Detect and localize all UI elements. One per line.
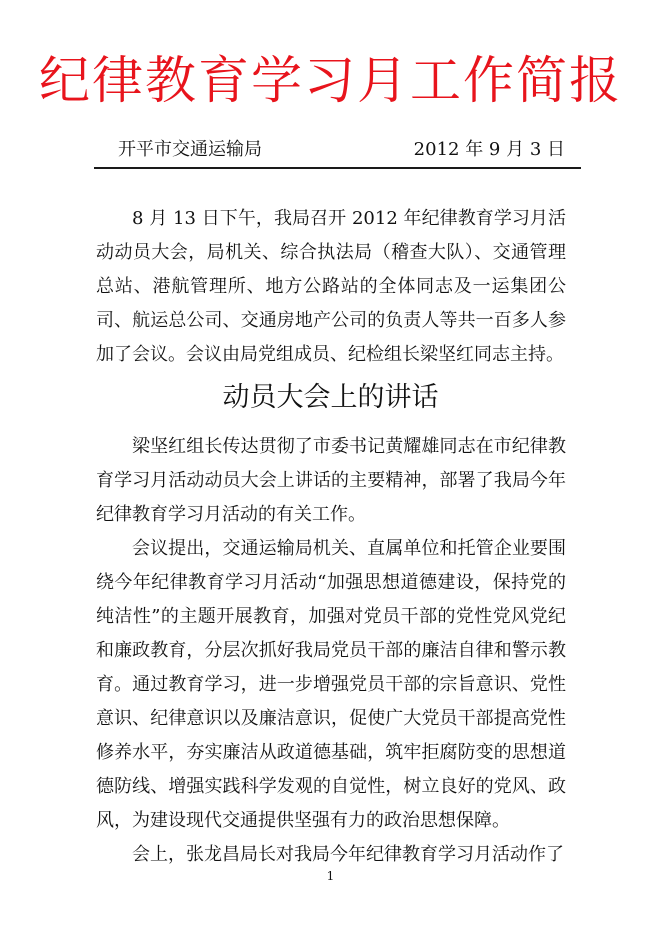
page-number: 1 [326, 869, 335, 883]
section-paragraph: 会议提出，交通运输局机关、直属单位和托管企业要围绕今年纪律教育学习月活动“加强思想道德建设，保持党的纯洁性”的主题开展教育，加强对党员干部的党性党风党纪和廉政教育，分层次抓好我局党员干部的廉洁自律和警示教育。通过教育学习，进一步增强党员干部的宗旨意识、党性意识、纪律意识以及廉洁意识，促使广大党员干部提高党性修养水平，夯实廉洁从政道德基础，筑牢拒腐防变的思想道德防线、增强实践科学发观的自觉性，树立良好的党风、政风，为建设现代交通提供坚强有力的政治思想保障。 [96, 538, 566, 831]
section-body [96, 430, 566, 872]
section-paragraph: 会上，张龙昌局长对我局今年纪律教育学习月活动作了 [132, 844, 564, 865]
issuing-organization: 开平市交通运输局 [118, 139, 262, 160]
intro-block [96, 202, 566, 372]
section-paragraph: 梁坚红组长传达贯彻了市委书记黄耀雄同志在市纪律教育学习月活动动员大会上讲话的主要精神，部署了我局今年纪律教育学习月活动的有关工作。 [96, 436, 566, 525]
newsletter-masthead-title: 纪律教育学习月工作简报 [38, 52, 622, 111]
intro-paragraph: 8 月 13 日下午，我局召开 2012 年纪律教育学习月活动动员大会，局机关、综合执法局（稽查大队）、交通管理总站、港航管理所、地方公路站的全体同志及一运集团公司、航运总公司、交通房地产公司的负责人等共一百多人参加了会议。会议由局党组成员、纪检组长梁坚红同志主持。 [96, 208, 566, 365]
section-heading: 动员大会上的讲话 [222, 382, 439, 413]
issue-date: 2012 年 9 月 3 日 [413, 139, 565, 160]
header-divider-line [94, 167, 581, 169]
